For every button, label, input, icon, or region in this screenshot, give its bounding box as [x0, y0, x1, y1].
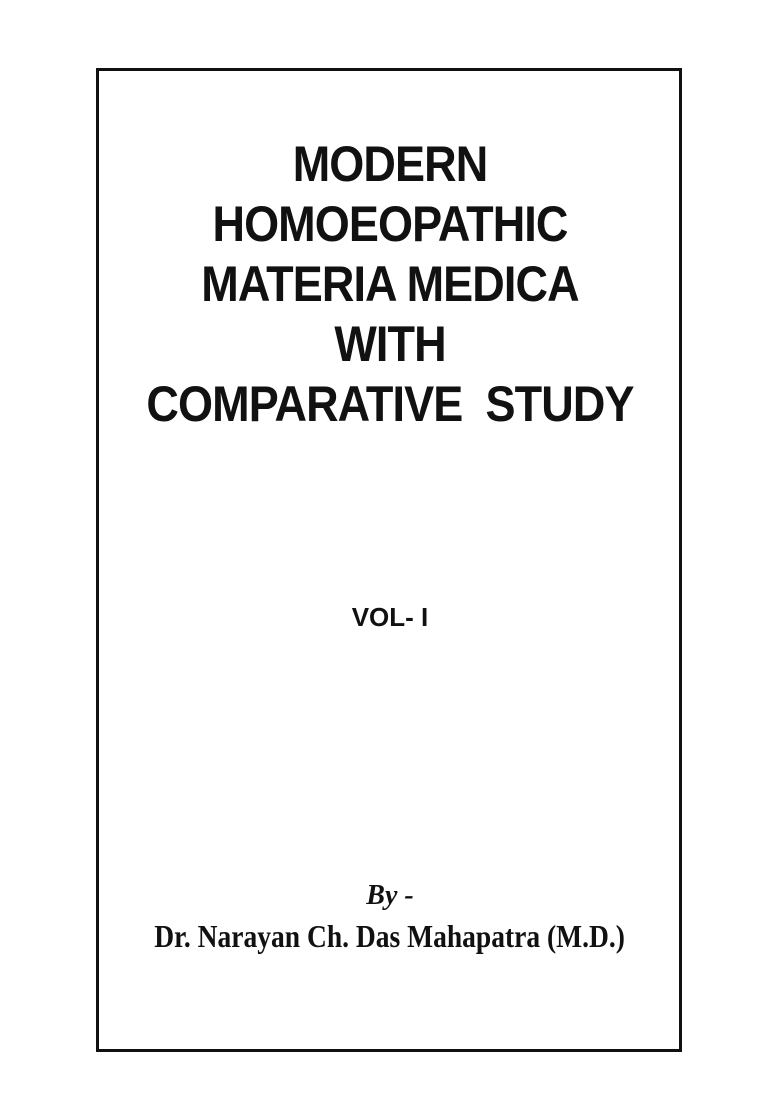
volume-label: VOL- I [351, 602, 429, 632]
title-line: MODERN [292, 136, 488, 192]
author-name [0, 918, 780, 955]
title-line: MATERIA MEDICA [201, 256, 579, 312]
title-line: HOMOEOPATHIC [212, 196, 568, 252]
by-label: By - [366, 880, 414, 911]
title-line: COMPARATIVE STUDY [146, 376, 634, 432]
title-line: WITH [334, 316, 446, 372]
book-title [0, 134, 780, 434]
author-text: Dr. Narayan Ch. Das Mahapatra (M.D.) [154, 918, 626, 954]
